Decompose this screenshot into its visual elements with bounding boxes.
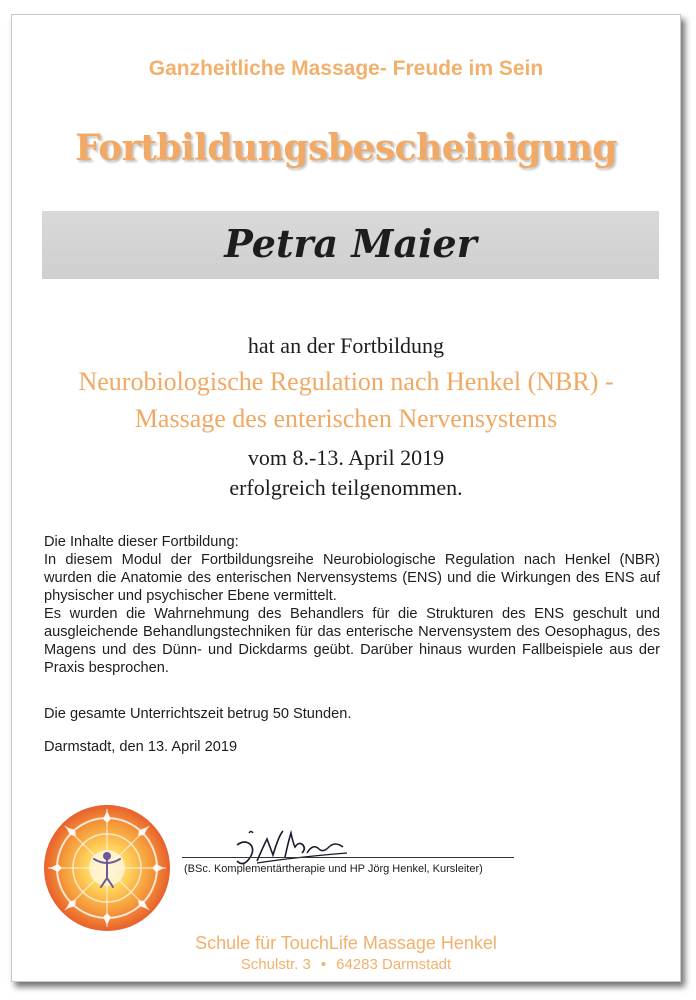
school-seal-logo	[42, 803, 172, 933]
footer-address	[12, 956, 680, 973]
total-hours: Die gesamte Unterrichtszeit betrug 50 Stunden.	[44, 706, 352, 722]
content-description	[44, 551, 660, 677]
footer-street: Schulstr. 3	[240, 956, 311, 973]
recipient-name: Petra Maier	[224, 221, 477, 266]
content-paragraph-2: Es wurden die Wahrnehmung des Behandlers für die Strukturen des ENS geschult und ausgleichende Behandlungstechniken für das enterische Nervensystem des Oesophagus, des Magens und des Dünn- und Dickdarms geübt. Darüber hinaus wurden Fallbeispiele aus der Praxis besprochen.	[44, 606, 660, 676]
footer-school-name: Schule für TouchLife Massage Henkel	[195, 933, 497, 953]
statement-intro: hat an der Fortbildung	[247, 333, 445, 358]
course-title-line-1: Neurobiologische Regulation nach Henkel (NBR) -	[78, 367, 614, 396]
course-title-line-2: Massage des enterischen Nervensystems	[134, 404, 558, 433]
footer-city: 64283 Darmstadt	[336, 956, 452, 973]
place-and-date: Darmstadt, den 13. April 2019	[44, 739, 238, 755]
content-paragraph-1: In diesem Modul der Fortbildungsreihe Neurobiologische Regulation nach Henkel (NBR) wurden die Anatomie des enterischen Nervensystems (ENS) und die Wirkungen des ENS auf physischer und psychischer Ebene vermittelt.	[44, 552, 660, 604]
signature-line	[182, 857, 514, 858]
school-tagline: Ganzheitliche Massage- Freude im Sein	[148, 57, 544, 80]
footer-separator: •	[320, 956, 327, 973]
certificate-page	[11, 14, 681, 982]
course-result: erfolgreich teilgenommen.	[229, 475, 463, 500]
course-dates: vom 8.-13. April 2019	[247, 445, 445, 470]
certificate-title: Fortbildungsbescheinigung	[75, 127, 617, 169]
recipient-name-bar	[42, 211, 659, 279]
signature-caption: (BSc. Komplementärtherapie und HP Jörg Henkel, Kursleiter)	[184, 863, 483, 875]
content-heading: Die Inhalte dieser Fortbildung:	[44, 534, 239, 550]
